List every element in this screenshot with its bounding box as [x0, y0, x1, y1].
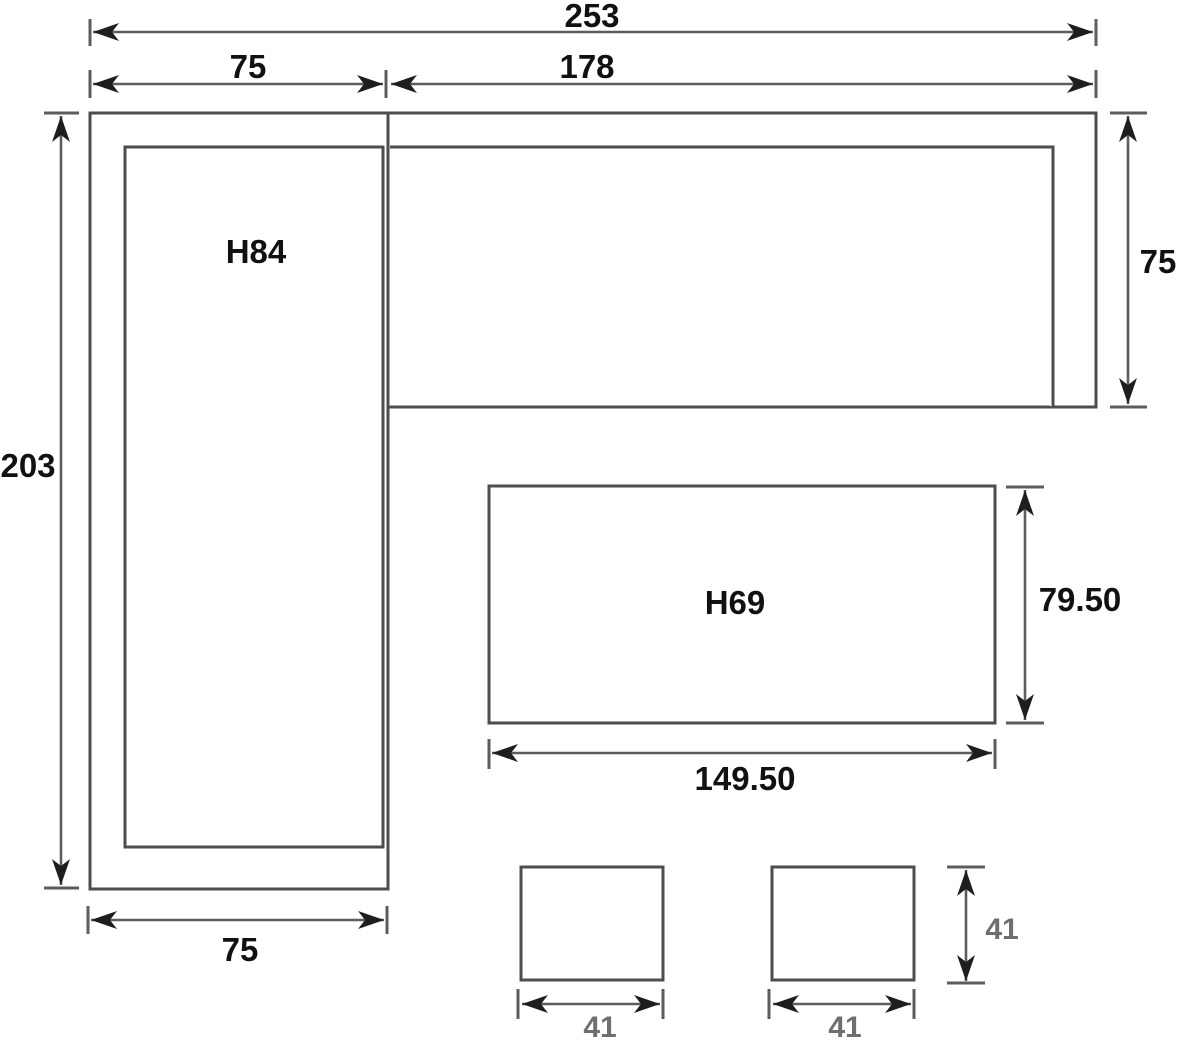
left-arm-width-label: 75 — [221, 931, 259, 968]
stool-right-rect — [772, 867, 914, 980]
dim-right-arm-width-178 — [391, 70, 1096, 98]
overall-depth-label: 203 — [0, 447, 56, 484]
sofa-height-label: H84 — [225, 233, 287, 270]
dim-overall-depth-203 — [44, 113, 79, 888]
table-height-label: H69 — [704, 584, 766, 621]
dim-left-arm-width-75 — [88, 906, 387, 934]
table-depth-label: 79.50 — [1038, 581, 1122, 618]
right-arm-width-label: 178 — [559, 48, 615, 85]
corner-width-label: 75 — [229, 48, 267, 85]
stool-outlines — [521, 867, 914, 980]
table-width-label: 149.50 — [694, 760, 796, 797]
overall-width-label: 253 — [564, 0, 620, 34]
stool-left-rect — [521, 867, 663, 980]
stool-depth-label: 41 — [985, 913, 1019, 946]
stool-right-width-label: 41 — [828, 1011, 862, 1040]
right-arm-depth-label: 75 — [1139, 243, 1177, 280]
stool-left-width-label: 41 — [583, 1011, 617, 1040]
